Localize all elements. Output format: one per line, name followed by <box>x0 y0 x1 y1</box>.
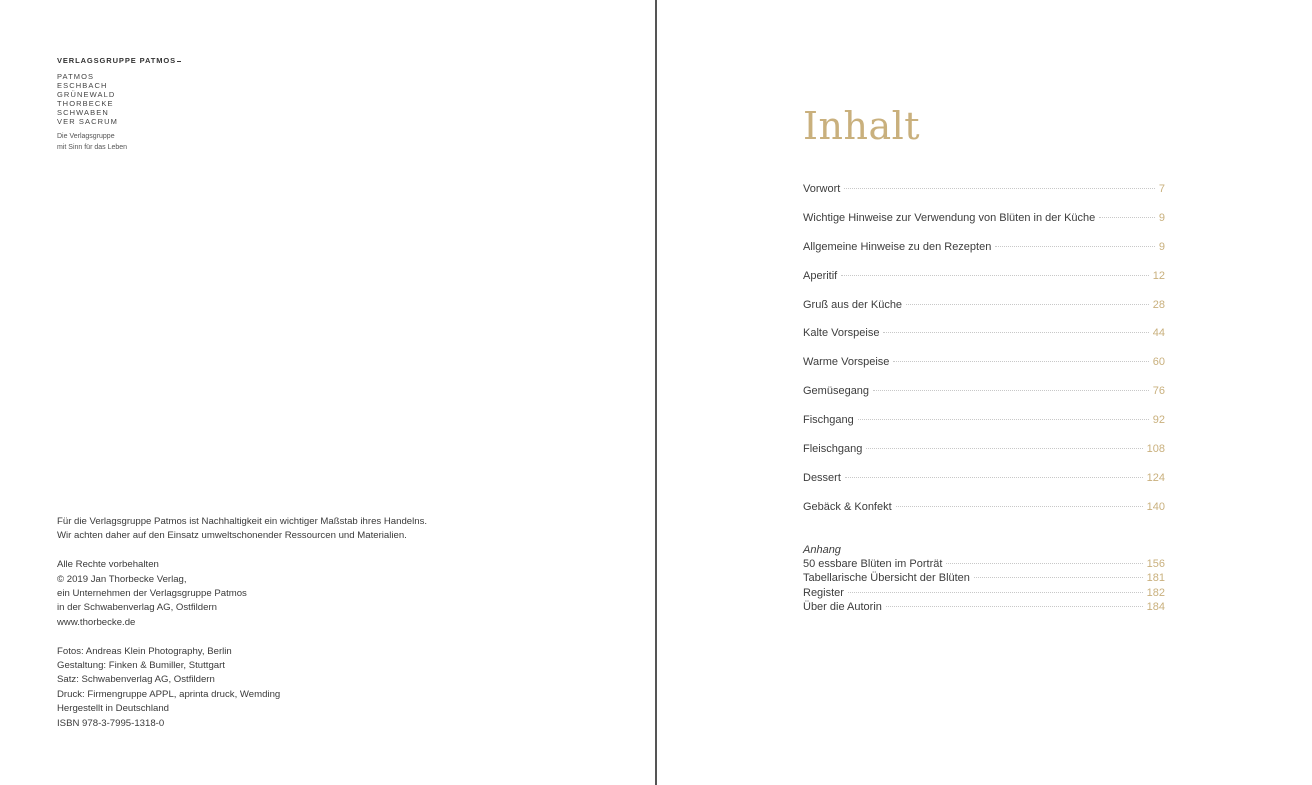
toc-entry-label: Fleischgang <box>803 443 863 456</box>
toc-entry-label: Vorwort <box>803 183 841 195</box>
toc-entry-page: 76 <box>1152 385 1165 398</box>
toc-entry-page: 9 <box>1158 211 1165 224</box>
publisher-title-text: VERLAGSGRUPPE PATMOS <box>57 56 176 65</box>
imprint-item: ESCHBACH <box>57 81 108 90</box>
left-page <box>0 0 655 785</box>
toc-entry-label: Allgemeine Hinweise zu den Rezepten <box>803 240 992 253</box>
imprint-item: VER SACRUM <box>57 117 119 126</box>
appendix-entry-label: Über die Autorin <box>803 600 882 613</box>
toc-entry-page: 60 <box>1152 356 1165 369</box>
dot-leader <box>866 448 1142 449</box>
toc-entry[interactable] <box>803 212 1165 241</box>
legal-line: © 2019 Jan Thorbecke Verlag, <box>57 573 187 585</box>
toc-entry-page: 7 <box>1158 183 1165 195</box>
dot-leader <box>1099 217 1155 218</box>
dot-leader <box>883 332 1148 333</box>
appendix-entry-label: Tabellarische Übersicht der Blüten <box>803 572 970 585</box>
toc-entry-page: 108 <box>1146 443 1165 456</box>
page-title: Inhalt <box>803 104 921 148</box>
imprint-item: GRÜNEWALD <box>57 90 116 99</box>
appendix-entry-label: 50 essbare Blüten im Porträt <box>803 558 943 570</box>
credit-line: Fotos: Andreas Klein Photography, Berlin <box>57 645 232 657</box>
legal-block <box>57 515 427 731</box>
dot-leader <box>906 304 1149 305</box>
toc-entry-label: Dessert <box>803 471 841 484</box>
dot-leader <box>845 477 1143 478</box>
toc-entry[interactable] <box>803 414 1165 443</box>
dot-leader <box>946 563 1142 564</box>
dot-leader <box>841 275 1149 276</box>
right-page <box>657 0 1312 785</box>
appendix-entry-label: Register <box>803 586 844 599</box>
toc-entry[interactable] <box>803 327 1165 356</box>
appendix-entry-page: 182 <box>1146 586 1165 599</box>
toc-entry-label: Wichtige Hinweise zur Verwendung von Blüten in der Küche <box>803 211 1096 224</box>
toc-entry-page: 12 <box>1152 269 1165 282</box>
legal-line: ein Unternehmen der Verlagsgruppe Patmos <box>57 588 247 600</box>
toc-entry-label: Warme Vorspeise <box>803 356 890 369</box>
publisher-logo-mark <box>177 61 181 62</box>
appendix-entry[interactable] <box>803 601 1165 615</box>
appendix-entry[interactable] <box>803 572 1165 586</box>
imprint-item: SCHWABEN <box>57 108 109 117</box>
imprint-item: THORBECKE <box>57 99 114 108</box>
toc-entry-label: Fischgang <box>803 414 854 427</box>
legal-spacer <box>57 544 427 558</box>
toc-entry-label: Gruß aus der Küche <box>803 298 903 311</box>
publisher-tagline <box>57 131 181 153</box>
tagline-line: Die Verlagsgruppe <box>57 133 115 140</box>
dot-leader <box>858 419 1149 420</box>
toc-entry[interactable] <box>803 501 1165 530</box>
publisher-block <box>57 56 181 153</box>
appendix-entry-page: 156 <box>1146 558 1165 570</box>
toc-entry-page: 92 <box>1152 414 1165 427</box>
toc-entry-page: 140 <box>1146 500 1165 513</box>
toc-entry[interactable] <box>803 472 1165 501</box>
toc-entry[interactable] <box>803 270 1165 299</box>
toc-entry[interactable] <box>803 299 1165 328</box>
toc-entry-page: 28 <box>1152 298 1165 311</box>
toc-entry[interactable] <box>803 443 1165 472</box>
website-link: www.thorbecke.de <box>57 616 136 628</box>
toc-entry-page: 124 <box>1146 471 1165 484</box>
toc-entry-label: Gebäck & Konfekt <box>803 500 892 513</box>
legal-line: Wir achten daher auf den Einsatz umweltschonender Ressourcen und Materialien. <box>57 530 407 542</box>
appendix-title: Anhang <box>803 544 841 556</box>
publisher-title <box>57 56 181 65</box>
dot-leader <box>995 246 1155 247</box>
dot-leader <box>886 606 1143 607</box>
legal-spacer <box>57 630 427 644</box>
legal-line: in der Schwabenverlag AG, Ostfildern <box>57 602 217 614</box>
credit-line: Druck: Firmengruppe APPL, aprinta druck, Wemding <box>57 688 281 700</box>
table-of-contents <box>803 183 1165 530</box>
dot-leader <box>893 361 1148 362</box>
credit-line: Gestaltung: Finken & Bumiller, Stuttgart <box>57 660 225 672</box>
credit-line: Satz: Schwabenverlag AG, Ostfildern <box>57 674 215 686</box>
tagline-line: mit Sinn für das Leben <box>57 144 128 151</box>
toc-entry[interactable] <box>803 183 1165 212</box>
toc-entry[interactable] <box>803 356 1165 385</box>
credit-line: Hergestellt in Deutschland <box>57 703 169 715</box>
appendix-entry[interactable] <box>803 587 1165 601</box>
imprint-item: PATMOS <box>57 72 95 81</box>
isbn: ISBN 978-3-7995-1318-0 <box>57 717 165 729</box>
toc-entry-label: Gemüsegang <box>803 385 870 398</box>
toc-entry-label: Kalte Vorspeise <box>803 327 880 340</box>
dot-leader <box>974 577 1143 578</box>
legal-line: Für die Verlagsgruppe Patmos ist Nachhaltigkeit ein wichtiger Maßstab ihres Handelns. <box>57 516 428 527</box>
appendix-entry-page: 181 <box>1146 572 1165 585</box>
toc-entry-page: 9 <box>1158 240 1165 253</box>
dot-leader <box>896 506 1143 507</box>
toc-entry-label: Aperitif <box>803 269 838 282</box>
toc-entry[interactable] <box>803 241 1165 270</box>
appendix-section <box>803 544 1165 615</box>
imprint-list <box>57 72 181 126</box>
legal-line: Alle Rechte vorbehalten <box>57 559 159 571</box>
toc-entry-page: 44 <box>1152 327 1165 340</box>
toc-entry[interactable] <box>803 385 1165 414</box>
appendix-entry-page: 184 <box>1146 600 1165 613</box>
appendix-entry[interactable] <box>803 558 1165 572</box>
dot-leader <box>848 592 1143 593</box>
dot-leader <box>873 390 1149 391</box>
dot-leader <box>844 188 1155 189</box>
